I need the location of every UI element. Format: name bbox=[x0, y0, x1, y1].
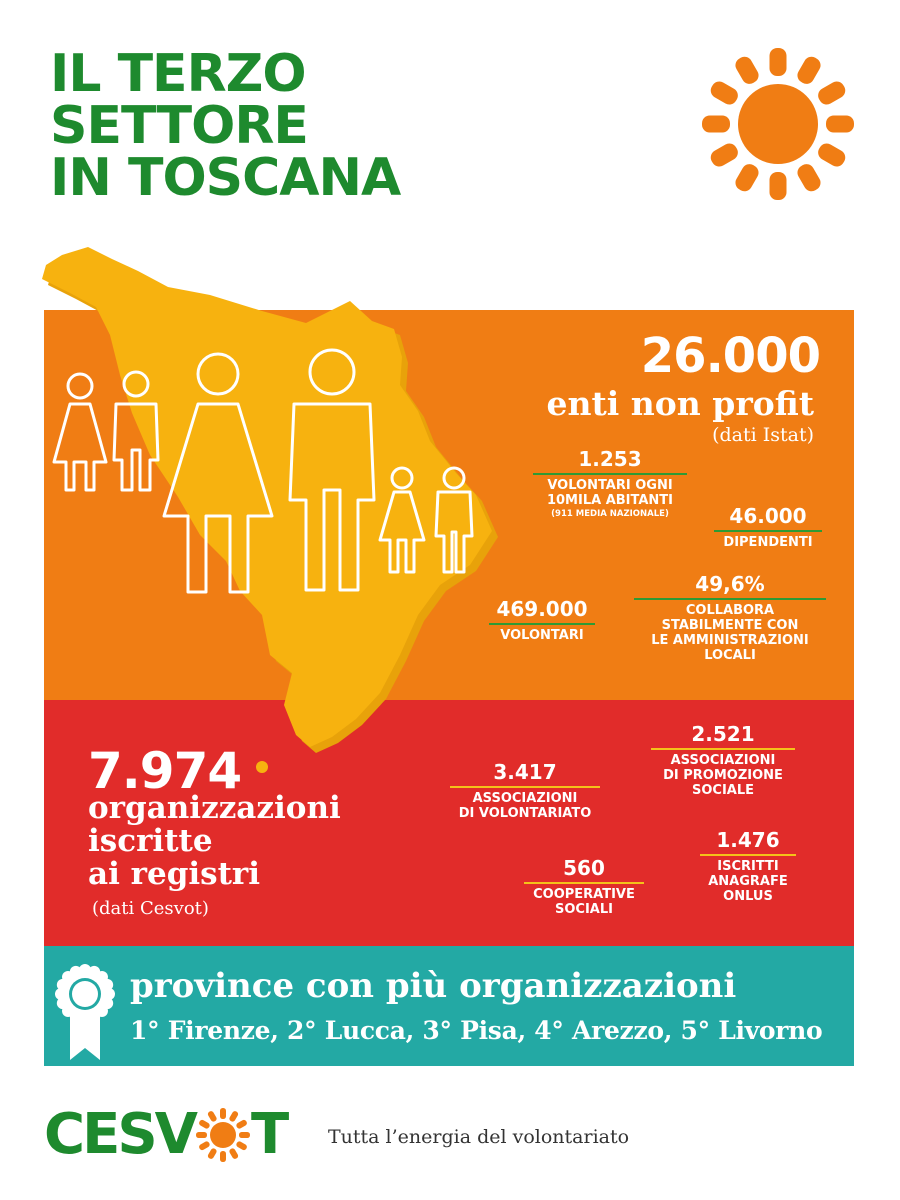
stat-label: LE AMMINISTRAZIONI bbox=[651, 633, 809, 648]
rosette-icon bbox=[50, 960, 120, 1064]
stat-value: 46.000 bbox=[729, 504, 807, 528]
stat-label: COOPERATIVE bbox=[533, 887, 635, 902]
title-line: IN TOSCANA bbox=[50, 148, 401, 208]
stat-value: 1.253 bbox=[578, 447, 642, 471]
stat-volunteer-associations bbox=[440, 760, 610, 821]
stat-label: VOLONTARI bbox=[500, 628, 584, 643]
stat-label: ASSOCIAZIONI bbox=[472, 791, 578, 806]
logo-sun-icon bbox=[193, 1105, 253, 1165]
registered-count: 7.974 bbox=[88, 742, 242, 800]
stat-label: STABILMENTE CON bbox=[661, 618, 799, 633]
stat-employees bbox=[712, 504, 824, 550]
teal-band bbox=[44, 946, 854, 1066]
title-line: SETTORE bbox=[50, 96, 308, 156]
registered-label bbox=[88, 792, 418, 891]
stat-onlus-registry bbox=[700, 828, 796, 904]
stat-label: ONLUS bbox=[723, 889, 773, 904]
nonprofit-label: enti non profit bbox=[546, 384, 814, 423]
registered-label-line: organizzazioni bbox=[88, 790, 341, 826]
stat-label: ASSOCIAZIONI bbox=[670, 753, 776, 768]
stat-collaboration bbox=[630, 572, 830, 663]
stat-value: 560 bbox=[563, 856, 605, 880]
stat-label: VOLONTARI OGNI bbox=[547, 478, 673, 493]
stat-label: SOCIALE bbox=[691, 783, 755, 798]
stat-note: (911 MEDIA NAZIONALE) bbox=[551, 509, 669, 519]
stat-label: DI PROMOZIONE bbox=[663, 768, 783, 783]
page-title bbox=[50, 44, 401, 208]
stat-volunteers-per-10k bbox=[530, 447, 690, 520]
nonprofit-source: (dati Istat) bbox=[712, 424, 814, 446]
registered-label-line: iscritte bbox=[88, 823, 213, 859]
stat-label: ISCRITTI bbox=[717, 859, 779, 874]
stat-label: 10MILA ABITANTI bbox=[546, 493, 674, 508]
stat-social-cooperatives bbox=[518, 856, 650, 917]
stat-label: DI VOLONTARIATO bbox=[458, 806, 592, 821]
logo-text-left: CESV bbox=[44, 1102, 196, 1167]
stat-value: 3.417 bbox=[493, 760, 557, 784]
provinces-title: province con più organizzazioni bbox=[130, 966, 737, 1006]
logo-text-right: T bbox=[251, 1102, 287, 1167]
stat-label: DIPENDENTI bbox=[723, 535, 813, 550]
registered-source: (dati Cesvot) bbox=[92, 898, 209, 919]
tagline: Tutta l’energia del volontariato bbox=[328, 1126, 630, 1148]
stat-value: 1.476 bbox=[716, 828, 780, 852]
title-line: IL TERZO bbox=[50, 44, 306, 104]
registered-label-line: ai registri bbox=[88, 856, 261, 892]
stat-volunteers bbox=[486, 597, 598, 643]
stat-promotion-associations bbox=[648, 722, 798, 798]
stat-label: ANAGRAFE bbox=[708, 874, 788, 889]
stat-label: SOCIALI bbox=[555, 902, 613, 917]
cesvot-logo bbox=[44, 1100, 286, 1170]
stat-value: 49,6% bbox=[695, 572, 765, 596]
sun-icon bbox=[698, 44, 858, 204]
stat-label: LOCALI bbox=[704, 648, 756, 663]
provinces-ranking: 1° Firenze, 2° Lucca, 3° Pisa, 4° Arezzo, 5° Livorno bbox=[130, 1016, 823, 1045]
stat-label: COLLABORA bbox=[685, 603, 775, 618]
nonprofit-count: 26.000 bbox=[640, 328, 820, 384]
stat-value: 2.521 bbox=[691, 722, 755, 746]
family-icon bbox=[40, 340, 500, 610]
stat-value: 469.000 bbox=[496, 597, 588, 621]
